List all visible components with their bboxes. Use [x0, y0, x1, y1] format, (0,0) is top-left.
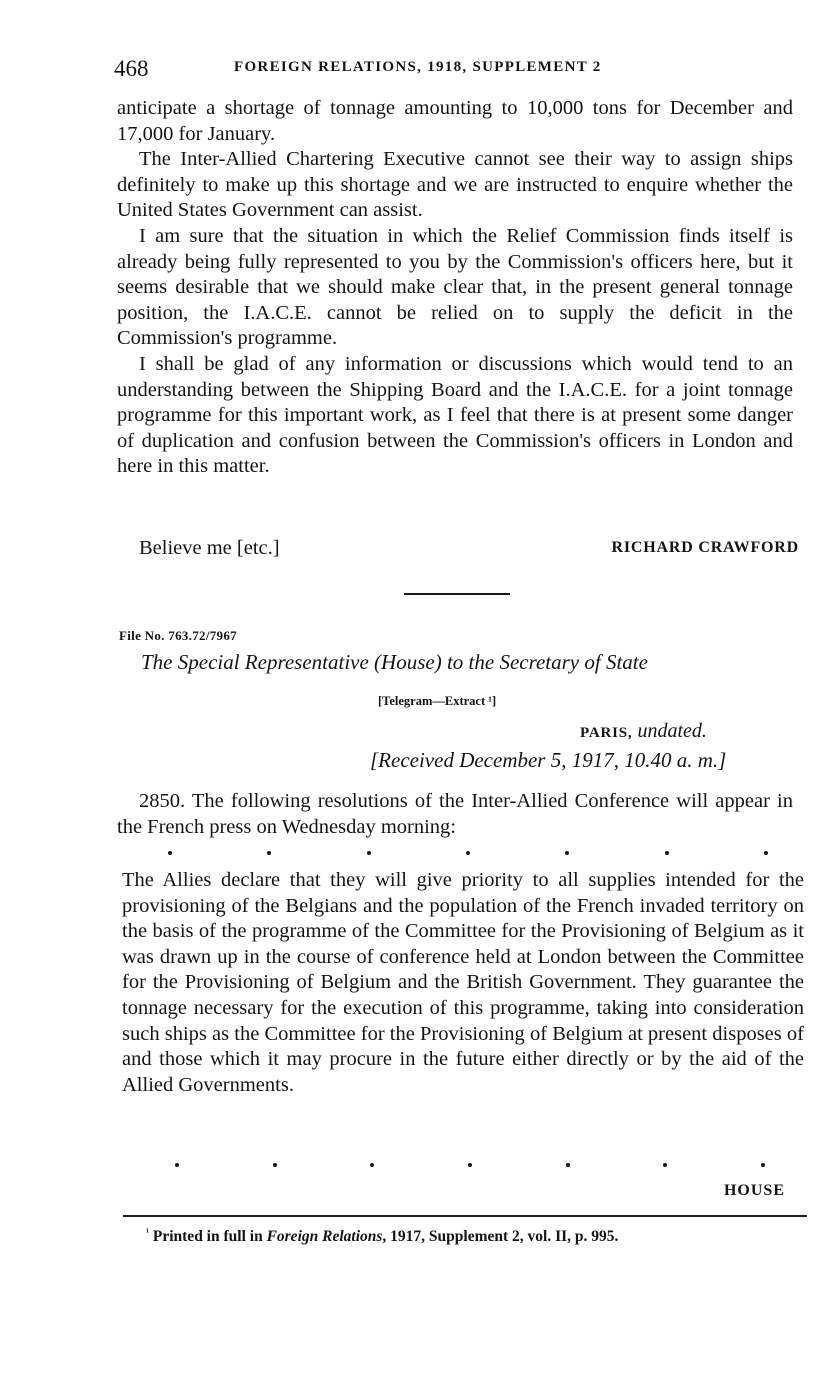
ellipsis-dot [565, 851, 569, 855]
ellipsis-dot [468, 1163, 472, 1167]
ellipsis-dot [761, 1163, 765, 1167]
page-number: 468 [114, 56, 149, 81]
ellipsis-dot [175, 1163, 179, 1167]
running-title: FOREIGN RELATIONS, 1918, SUPPLEMENT 2 [234, 59, 602, 75]
ellipsis-row [175, 1163, 765, 1171]
telegram-note: [Telegram—Extract ¹] [378, 694, 497, 708]
footnote [146, 1227, 618, 1246]
ellipsis-dot [466, 851, 470, 855]
ellipsis-dot [566, 1163, 570, 1167]
letter-paragraph: The Inter-Allied Chartering Executive cannot see their way to assign ships definitely to make up this shortage and we are instructed to enquire whether the United States Government can assist. [117, 148, 793, 222]
section-divider [404, 593, 510, 595]
resolution-block [122, 868, 804, 1098]
ellipsis-dot [663, 1163, 667, 1167]
date: undated. [637, 720, 707, 742]
ellipsis-dot [764, 851, 768, 855]
received-line: [Received December 5, 1917, 10.40 a. m.] [370, 748, 727, 772]
letter-closing-row [139, 537, 799, 565]
place: PARIS, [580, 725, 633, 741]
telegram-intro-block [117, 789, 793, 840]
letter-signature: RICHARD CRAWFORD [611, 539, 799, 556]
footnote-text-after: , 1917, Supplement 2, vol. II, p. 995. [382, 1228, 619, 1246]
footnote-text-before: Printed in full in [149, 1228, 267, 1246]
letter-body [117, 96, 793, 480]
ellipsis-dot [665, 851, 669, 855]
letter-paragraph: anticipate a shortage of tonnage amounting to 10,000 tons for December and 17,000 for January. [117, 97, 793, 145]
footnote-marker: ¹ [146, 1227, 149, 1238]
place-date [580, 720, 707, 743]
letter-paragraph: I shall be glad of any information or discussions which would tend to an understanding between the Shipping Board and the I.A.C.E. for a joint tonnage programme for this important work, as I feel that there is at present some danger of duplication and confusion between the Commission's officers in London and here in this matter. [117, 352, 793, 478]
footnote-italic: Foreign Relations [266, 1228, 383, 1246]
ellipsis-dot [267, 851, 271, 855]
ellipsis-dot [168, 851, 172, 855]
running-head [114, 56, 794, 86]
ellipsis-row [168, 851, 768, 859]
ellipsis-dot [367, 851, 371, 855]
footnote-rule [123, 1215, 807, 1217]
letter-closing: Believe me [etc.] [139, 537, 280, 559]
telegram-signature: HOUSE [723, 1182, 785, 1199]
telegram-intro: 2850. The following resolutions of the Inter-Allied Conference will appear in the French press on Wednesday morning: [117, 790, 793, 838]
document-title: The Special Representative (House) to the Secretary of State [141, 650, 648, 674]
ellipsis-dot [370, 1163, 374, 1167]
file-number: File No. 763.72/7967 [119, 628, 237, 643]
resolution-text: The Allies declare that they will give priority to all supplies intended for the provisioning of the Belgians and the population of the French invaded territory on the basis of the programme of the Committee for the Provisioning of Belgium as it was drawn up in the course of conference held at London between the Committee for the Provisioning of Belgium and the British Government. They guarantee the tonnage necessary for the execution of this programme, taking into consideration such ships as the Committee for the Provisioning of Belgium at present disposes of and those which it may procure in the future either directly or by the aid of the Allied Governments. [122, 869, 804, 1096]
ellipsis-dot [273, 1163, 277, 1167]
letter-paragraph: I am sure that the situation in which the Relief Commission finds itself is already being fully represented to you by the Commission's officers here, but it seems desirable that we should make clear that, in the present general tonnage position, the I.A.C.E. cannot be relied on to supply the deficit in the Commission's programme. [117, 224, 793, 350]
